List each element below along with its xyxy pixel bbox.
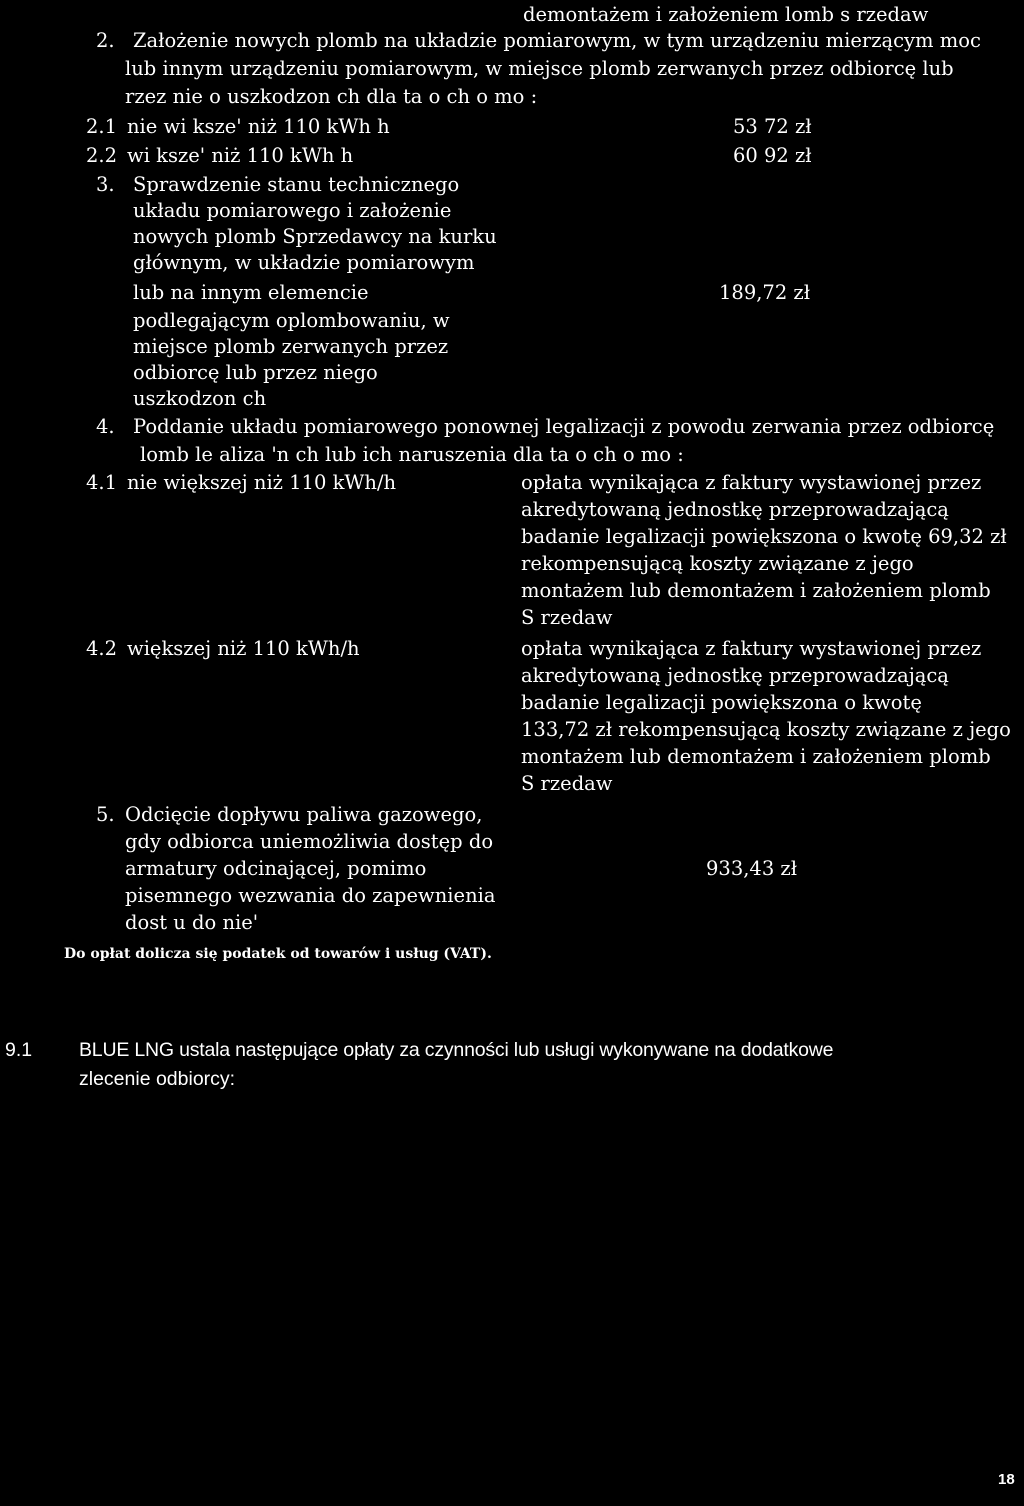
item-3-text-line: lub na innym elemencie (133, 281, 369, 304)
item-5-text-line: dost u do nie' (125, 911, 259, 934)
item-5-text-line: Odcięcie dopływu paliwa gazowego, (125, 803, 483, 826)
item-number: 4.1 (86, 471, 118, 494)
item-2-1-price: 53 72 zł (733, 115, 812, 138)
item-3-text-line: miejsce plomb zerwanych przez (133, 335, 449, 358)
item-4-1-fee-line: montażem lub demontażem i założeniem plomb (521, 579, 991, 602)
item-3-text-line: odbiorcę lub przez niego (133, 361, 378, 384)
item-3-text-line: nowych plomb Sprzedawcy na kurku (133, 225, 497, 248)
item-number: 2.2 (86, 144, 118, 167)
item-number: 4.2 (86, 637, 118, 660)
item-number: 3. (96, 173, 115, 196)
item-4-2-fee-line: opłata wynikająca z faktury wystawionej przez (521, 637, 982, 660)
page-number: 18 (998, 1471, 1015, 1488)
section-number: 9.1 (5, 1039, 33, 1061)
item-4-text-line: lomb le aliza 'n ch lub ich naruszenia dla ta o ch o mo : (140, 443, 684, 466)
item-3-text-line: uszkodzon ch (133, 387, 267, 410)
item-2-text-line: Założenie nowych plomb na układzie pomiarowym, w tym urządzeniu mierzącym moc (133, 29, 981, 52)
item-5-text-line: gdy odbiorca uniemożliwia dostęp do (125, 830, 494, 853)
item-4-2-fee-line: montażem lub demontażem i założeniem plomb (521, 745, 991, 768)
section-text-line: BLUE LNG ustala następujące opłaty za czynności lub usługi wykonywane na dodatkowe (79, 1039, 834, 1061)
item-4-1-fee-line: rekompensującą koszty związane z jego (521, 552, 914, 575)
item-2-2-text: wi ksze' niż 110 kWh h (127, 144, 354, 167)
item-2-2-price: 60 92 zł (733, 144, 812, 167)
item-2-text-line: rzez nie o uszkodzon ch dla ta o ch o mo : (125, 85, 538, 108)
item-3-text-line: podlegającym oplombowaniu, w (133, 309, 450, 332)
item-5-text-line: armatury odcinającej, pomimo (125, 857, 427, 880)
item-3-text-line: głównym, w układzie pomiarowym (133, 251, 475, 274)
item-4-2-fee-line: badanie legalizacji powiększona o kwotę (521, 691, 922, 714)
item-4-text-line: Poddanie układu pomiarowego ponownej legalizacji z powodu zerwania przez odbiorcę (133, 415, 995, 438)
item-3-price: 189,72 zł (719, 281, 811, 304)
item-4-2-fee-line: akredytowaną jednostkę przeprowadzającą (521, 664, 949, 687)
section-text-line: zlecenie odbiorcy: (79, 1068, 236, 1090)
item-4-1-fee-line: badanie legalizacji powiększona o kwotę 69,32 zł (521, 525, 1007, 548)
item-4-1-fee-line: akredytowaną jednostkę przeprowadzającą (521, 498, 949, 521)
item-3-text-line: Sprawdzenie stanu technicznego (133, 173, 460, 196)
continuation-line: demontażem i założeniem lomb s rzedaw (523, 3, 929, 26)
item-2-text-line: lub innym urządzeniu pomiarowym, w miejsce plomb zerwanych przez odbiorcę lub (125, 57, 954, 80)
item-4-2-fee-line: 133,72 zł rekompensującą koszty związane z jego (521, 718, 1011, 741)
item-3-text-line: układu pomiarowego i założenie (133, 199, 452, 222)
item-4-1-fee-line: S rzedaw (521, 606, 613, 629)
item-5-price: 933,43 zł (706, 857, 798, 880)
item-4-1-text: nie większej niż 110 kWh/h (127, 471, 397, 494)
item-number: 4. (96, 415, 115, 438)
item-number: 5. (96, 803, 115, 826)
vat-note: Do opłat dolicza się podatek od towarów i usług (VAT). (64, 946, 492, 962)
item-number: 2. (96, 29, 115, 52)
item-4-2-fee-line: S rzedaw (521, 772, 613, 795)
item-2-1-text: nie wi ksze' niż 110 kWh h (127, 115, 390, 138)
item-4-2-text: większej niż 110 kWh/h (127, 637, 360, 660)
item-4-1-fee-line: opłata wynikająca z faktury wystawionej przez (521, 471, 982, 494)
item-5-text-line: pisemnego wezwania do zapewnienia (125, 884, 496, 907)
item-number: 2.1 (86, 115, 118, 138)
